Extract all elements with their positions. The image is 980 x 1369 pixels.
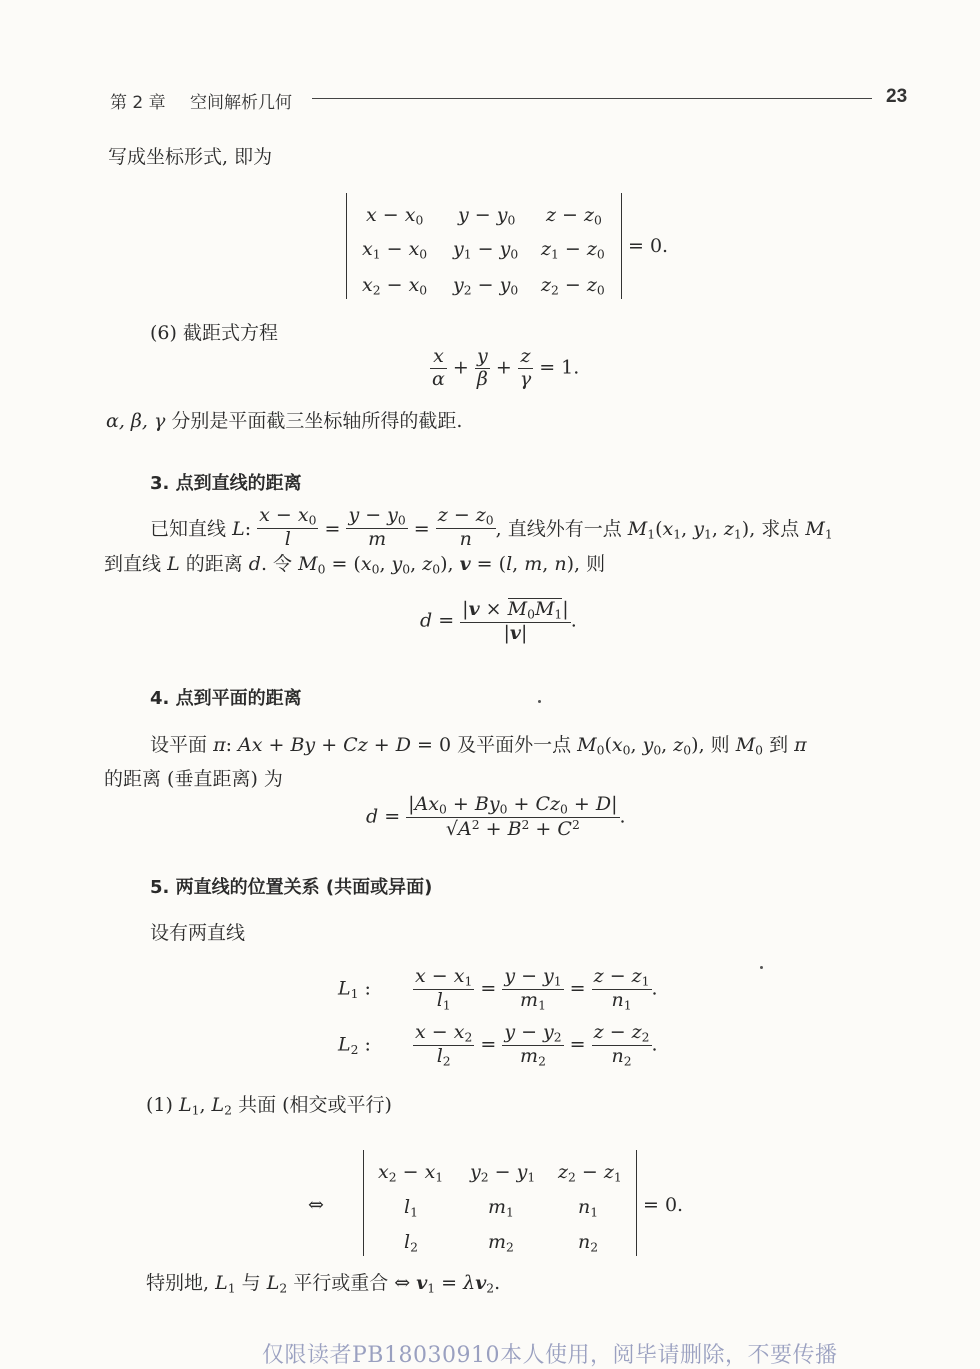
sec5-intro: 设有两直线 <box>150 922 246 944</box>
header-rule <box>312 98 872 99</box>
sec4-line2: 的距离 (垂直距离) 为 <box>104 768 283 790</box>
sec3-line2: 到直线 L 的距离 d. 令 $M_0 = (x_0$, $y_0$, $z_0$), v = (l, m, n), 则 <box>104 553 606 577</box>
case-1-label: (1) $L_1$, $L_2$ 共面 (相交或平行) <box>146 1094 392 1118</box>
intercept-equation: $\frac{x}{\alpha}$ + $\frac{y}{\beta}$ + $\frac{z}{\gamma}$ = 1. <box>432 345 580 390</box>
section-4-title: 4. 点到平面的距离 <box>150 688 302 709</box>
line-L2-equation: $L_2$ : $\frac{x - x_2}{l_2}$ = $\frac{y - y_2}{m_2}$ = $\frac{z - z_2}{n_2}$ . <box>338 1021 658 1069</box>
sec4-line1: 设平面 π: Ax + By + Cz + D = 0 及平面外一点 $M_0(x_0$, $y_0$, $z_0$), 则 $M_0$ 到 π <box>150 734 807 758</box>
sec3-line1: 已知直线 L: $\frac{x - x_0}{l}$ = $\frac{y - y_0}{m}$ = $\frac{z - z_0}{n}$ , 直线外有一点 $M_1(x_1$, $y_1$, $z_1$), 求点 $M_1$ <box>150 504 833 550</box>
point-line-distance-formula: d = $\frac{|v \times M_0M_1|}{|v|}$ . <box>420 598 577 645</box>
page-number: 23 <box>886 86 908 107</box>
scan-speck <box>538 700 541 703</box>
special-case-text: 特别地, $L_1$ 与 $L_2$ 平行或重合 ⇔ $v_1 = \lambda v_2$. <box>146 1272 501 1296</box>
coord-form-text: 写成坐标形式, 即为 <box>108 146 273 168</box>
intercept-note: α, β, γ 分别是平面截三坐标轴所得的截距. <box>106 410 463 432</box>
intercept-label: (6) 截距式方程 <box>150 322 278 344</box>
section-3-title: 3. 点到直线的距离 <box>150 473 302 494</box>
section-5-title: 5. 两直线的位置关系 (共面或异面) <box>150 877 433 898</box>
watermark-text: 仅限读者PB18030910本人使用，阅毕请删除，不要传播 <box>262 1343 838 1368</box>
line-L1-equation: $L_1$ : $\frac{x - x_1}{l_1}$ = $\frac{y - y_1}{m_1}$ = $\frac{z - z_1}{n_1}$ . <box>338 965 658 1013</box>
point-plane-distance-formula: d = $\frac{|Ax_0 + By_0 + Cz_0 + D|}{√A^2 + B^2 + C^2}$ . <box>366 793 626 841</box>
chapter-label: 第 2 章 <box>110 93 166 113</box>
scan-speck <box>760 966 763 969</box>
chapter-title: 空间解析几何 <box>190 93 292 113</box>
